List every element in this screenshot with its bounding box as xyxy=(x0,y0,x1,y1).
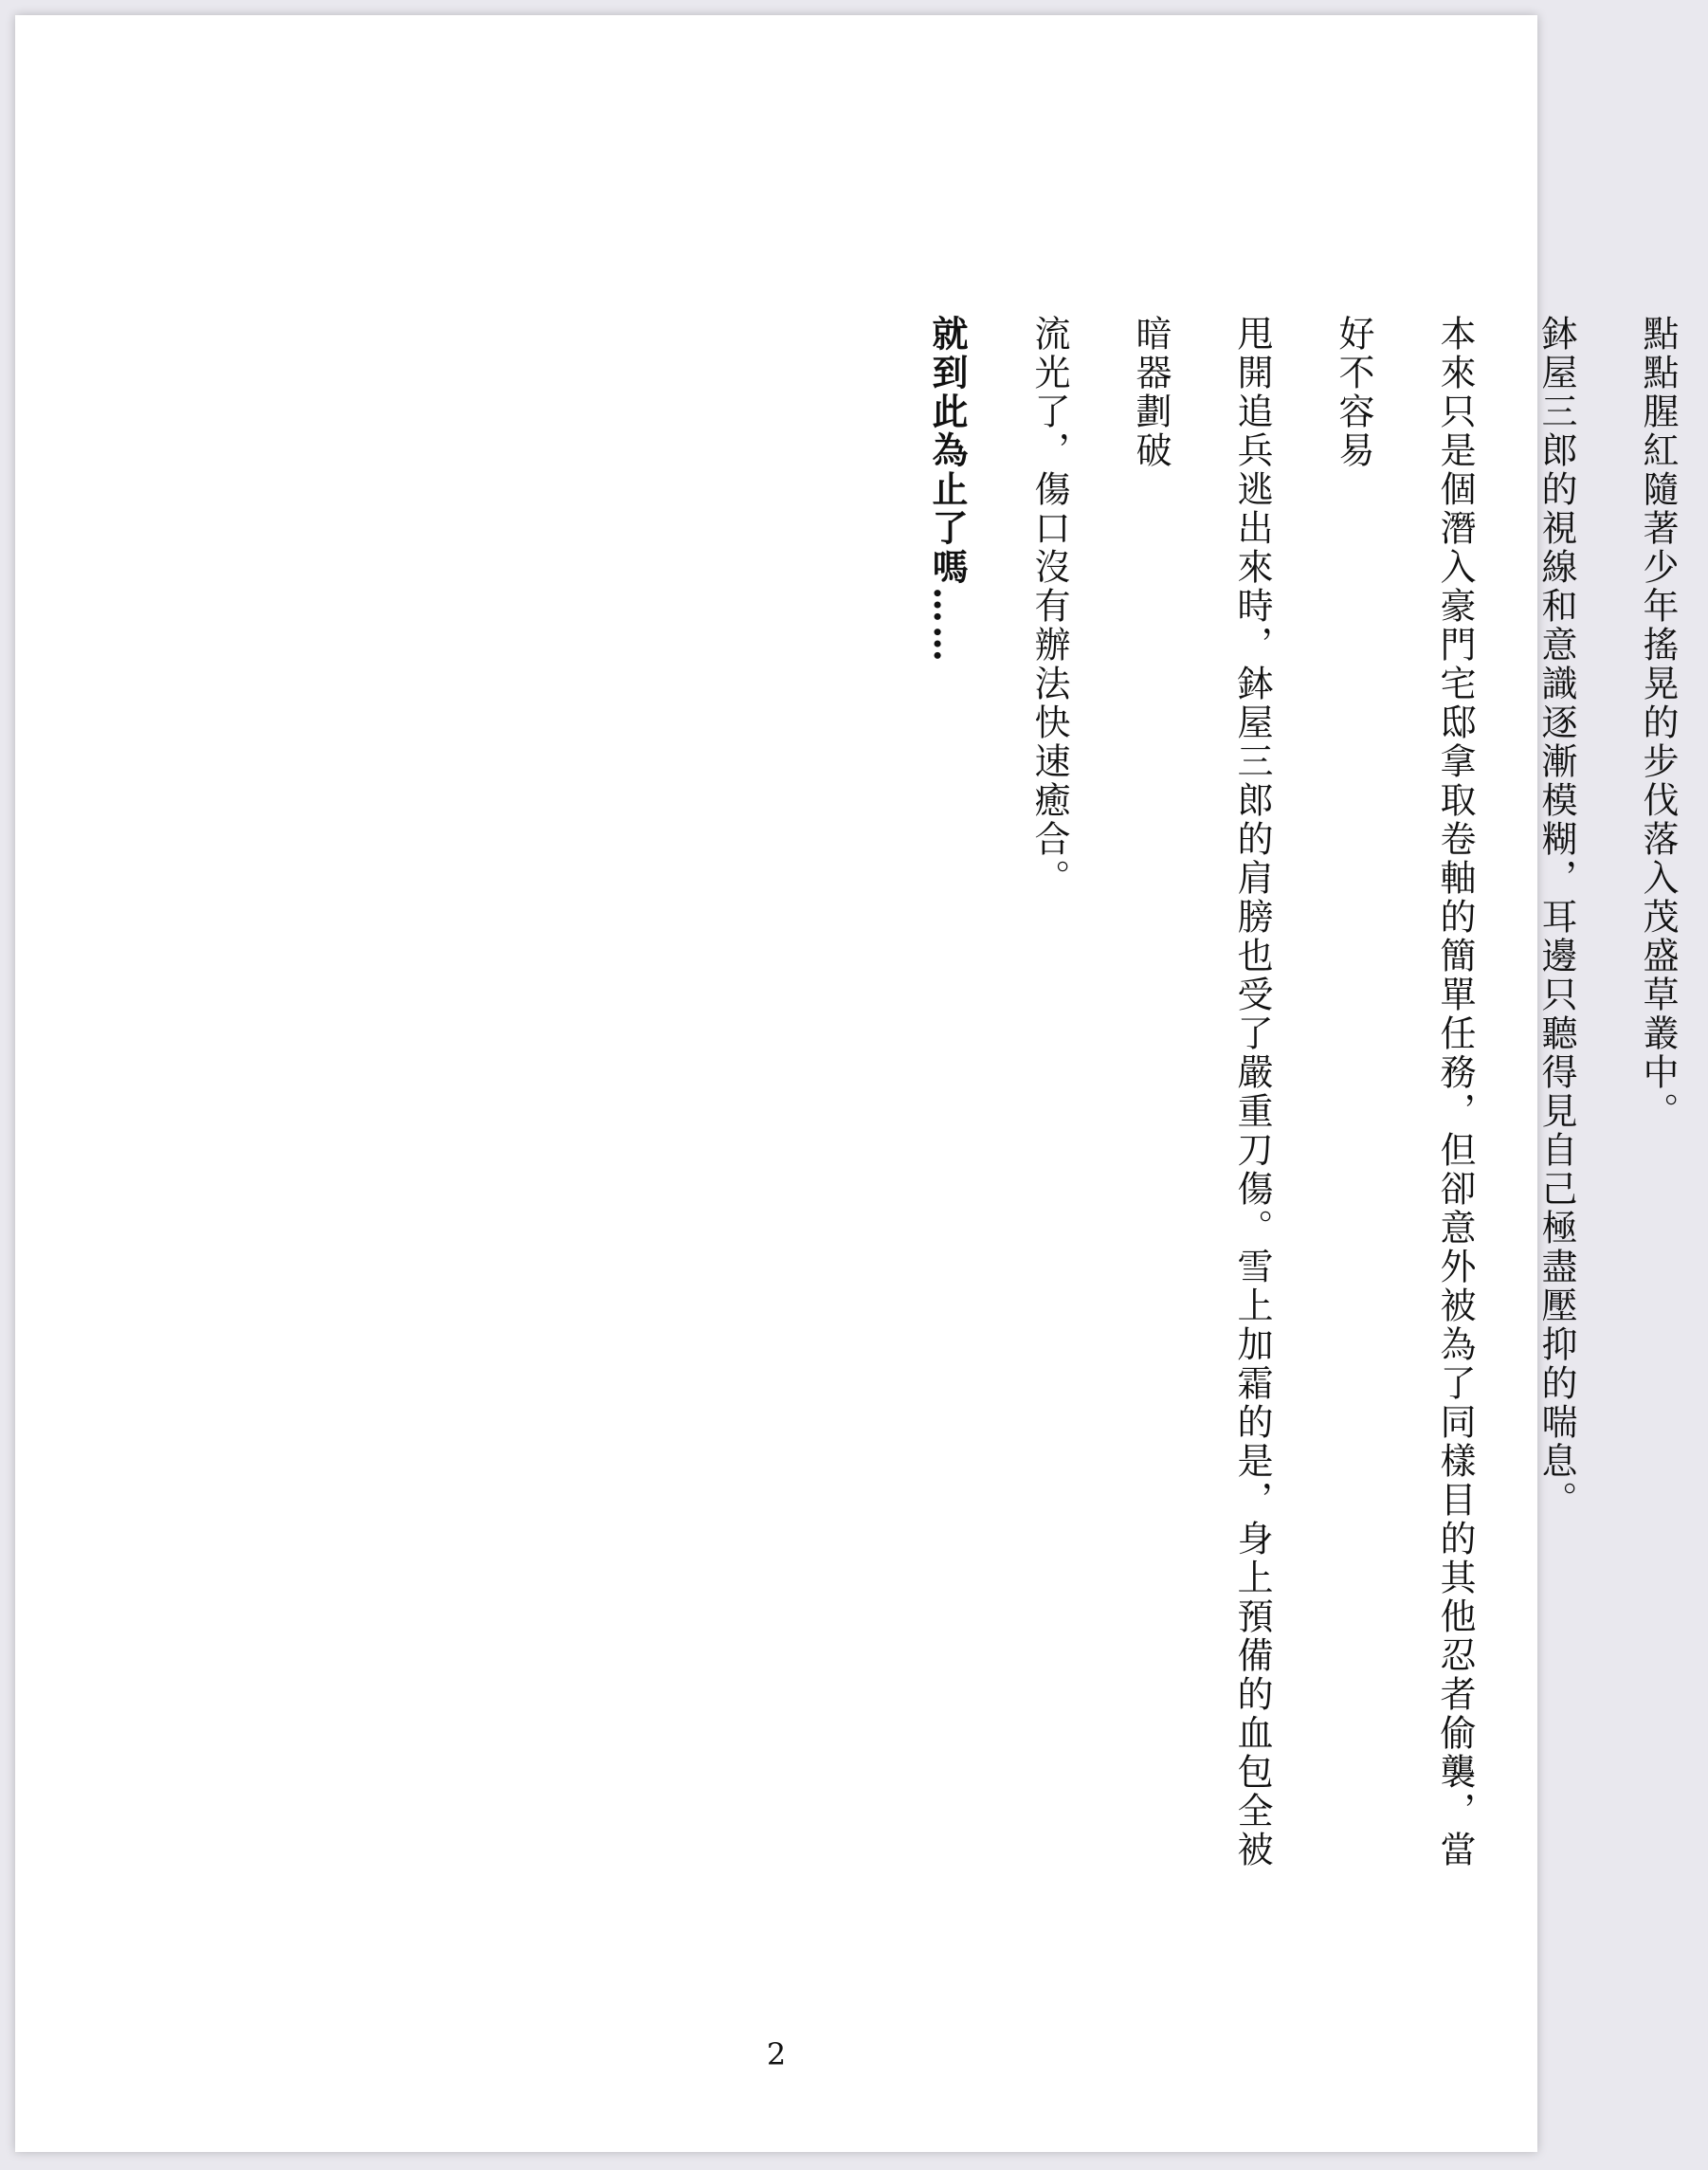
document-page xyxy=(15,15,1679,2152)
paragraph-4: 就到此為止了嗎…… xyxy=(926,315,969,665)
paragraph-3: 本來只是個潛入豪門宅邸拿取卷軸的簡單任務，但卻意外被為了同樣目的其他忍者偷襲，當好不容易 甩開追兵逃出來時，鉢屋三郎的肩膀也受了嚴重刀傷。雪上加霜的是，身上預備的血包全被暗器劃破 流光了，傷口沒有辦法快速癒合。 xyxy=(1028,315,1476,1869)
page-number: 2 xyxy=(766,2036,787,2072)
paragraph-1: 點點腥紅隨著少年搖晃的步伐落入茂盛草叢中。 xyxy=(1637,315,1679,1131)
vertical-text-body xyxy=(897,315,1708,1888)
paragraph-2: 鉢屋三郎的視線和意識逐漸模糊，耳邊只聽得見自己極盡壓抑的喘息。 xyxy=(1535,315,1577,1520)
